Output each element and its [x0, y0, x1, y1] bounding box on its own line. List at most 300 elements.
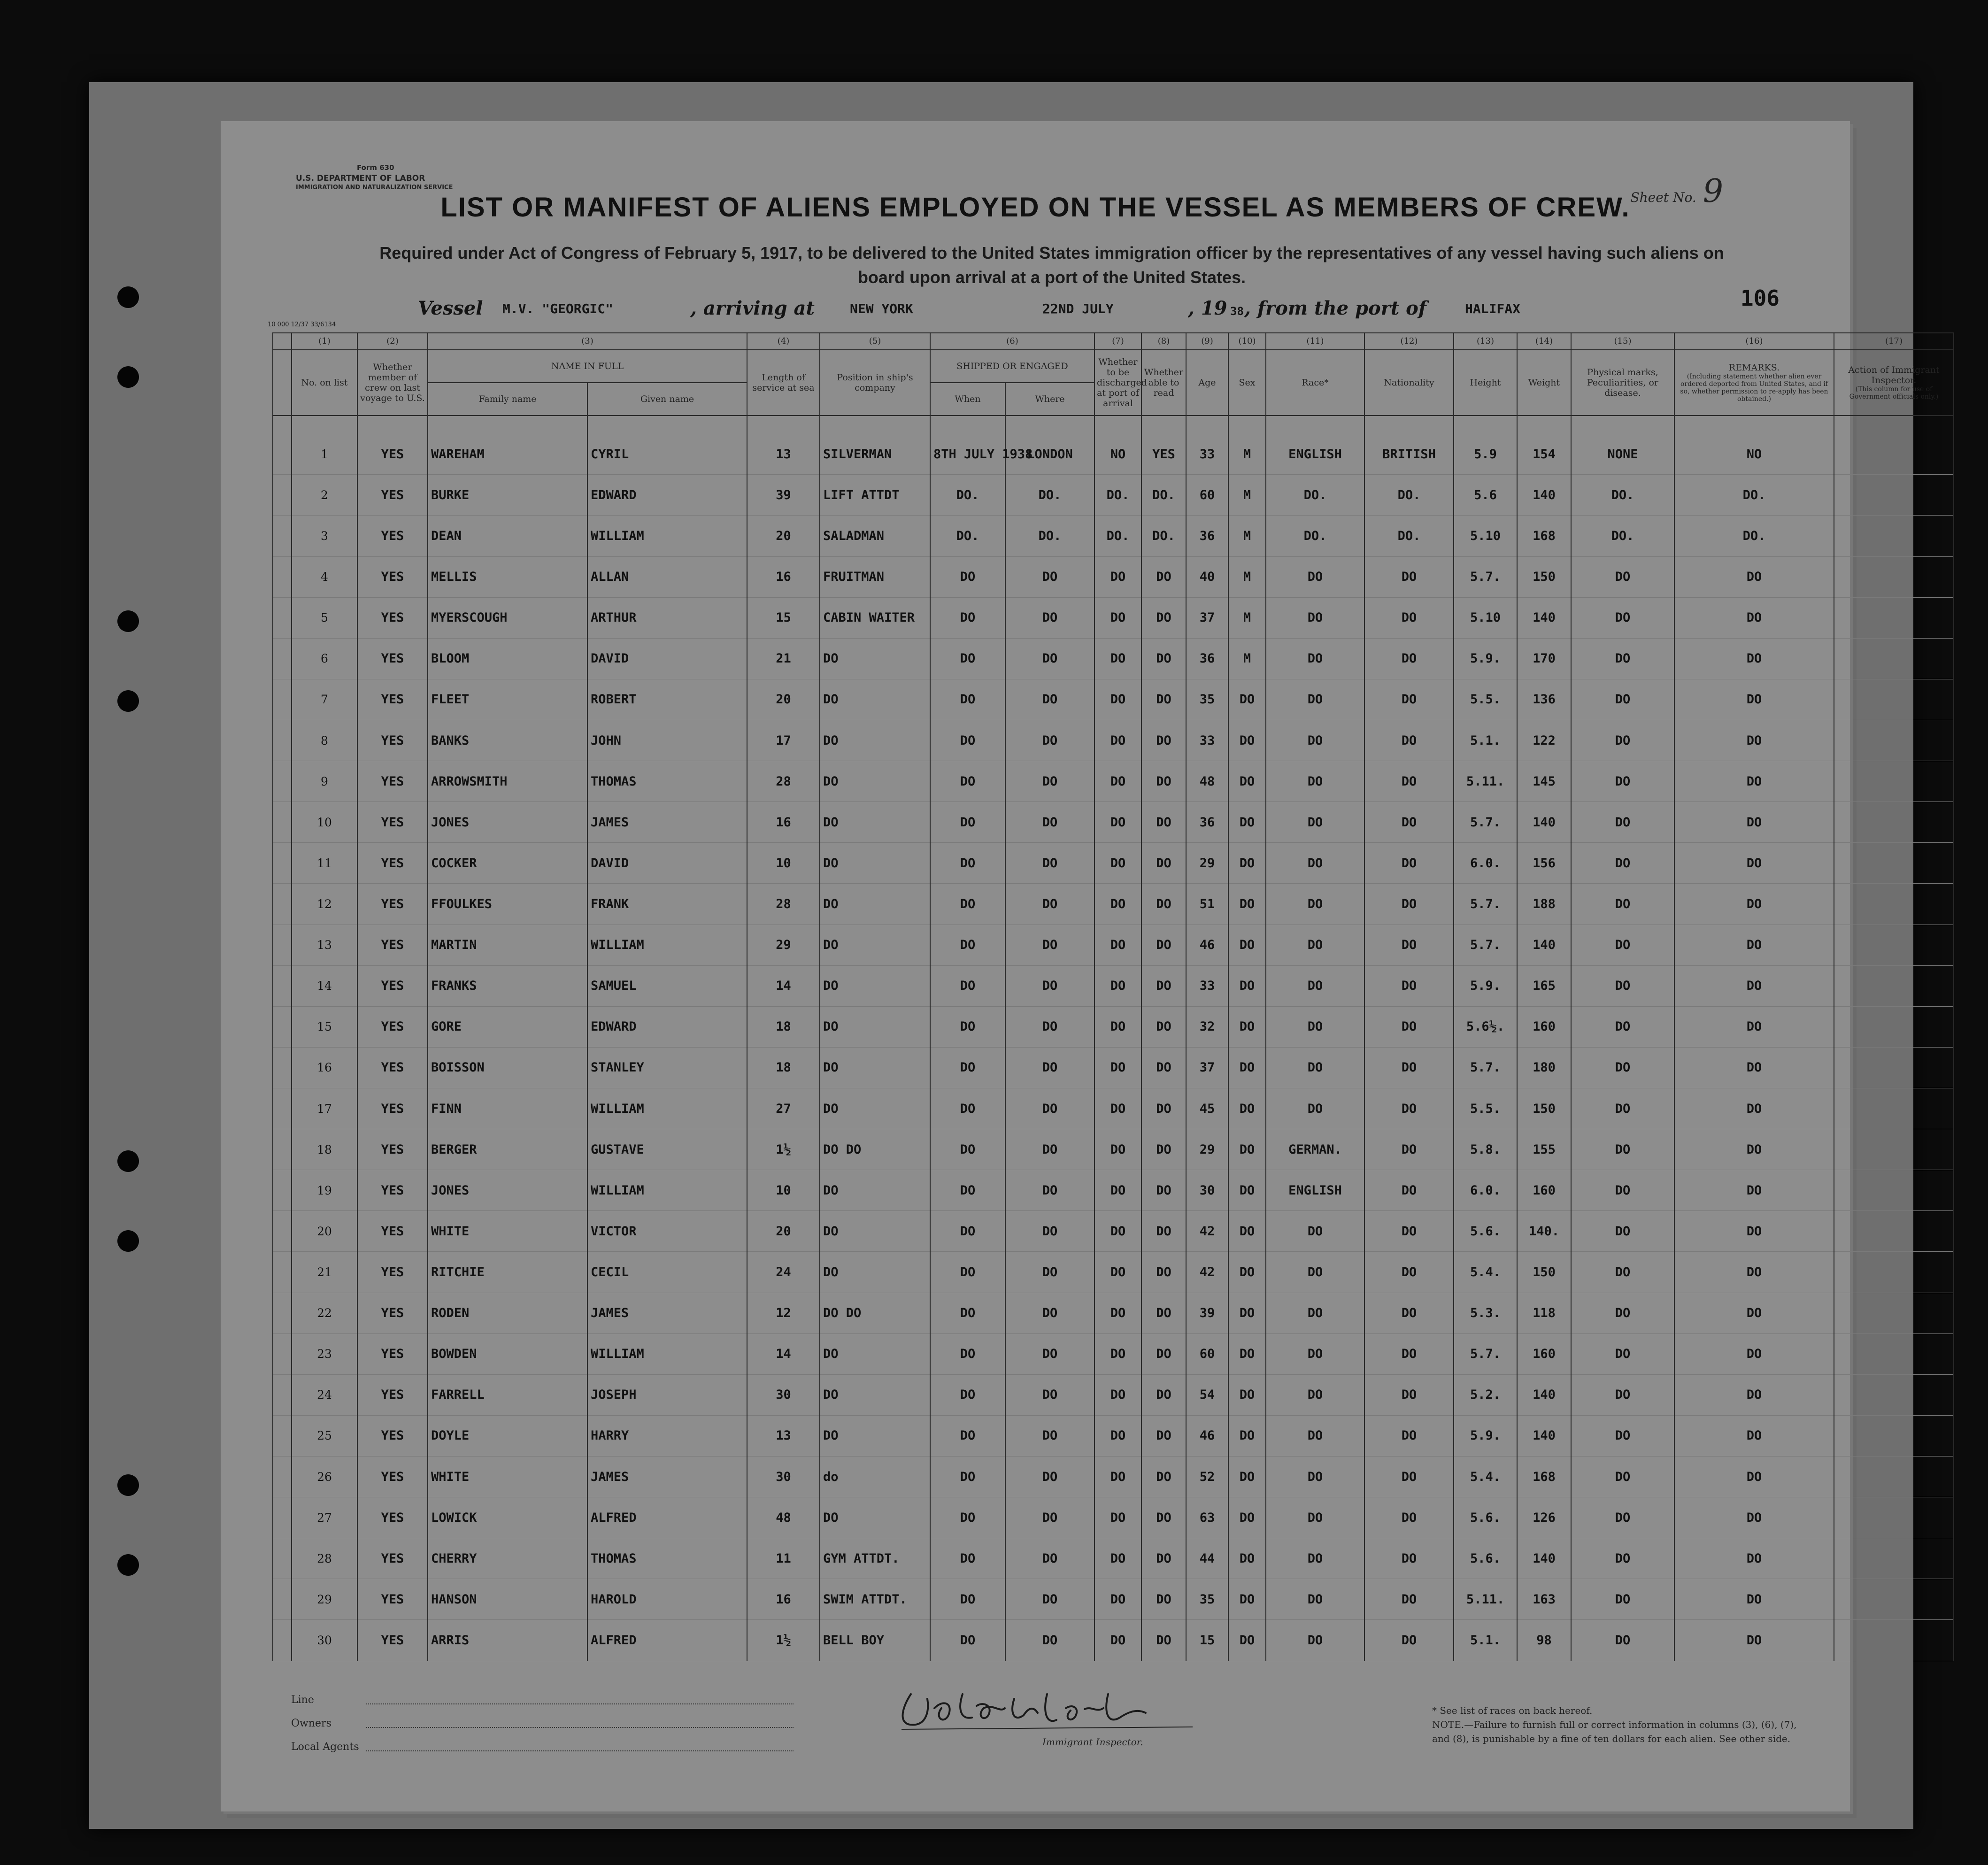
- row-number: 12: [292, 884, 357, 925]
- crew-row: [273, 1293, 1954, 1333]
- arrival-port: NEW YORK: [850, 301, 913, 316]
- position-cell: DO: [820, 1374, 930, 1415]
- weight-cell: 140: [1517, 475, 1571, 516]
- inspector-action-cell: [1834, 516, 1954, 556]
- shipped-when-cell: DO: [930, 1497, 1005, 1538]
- shipped-where-cell: DO.: [1005, 475, 1094, 516]
- spacer-cell: [930, 416, 1005, 434]
- height-cell: 5.9: [1454, 434, 1517, 475]
- form-number: Form 630: [357, 163, 394, 172]
- remarks-cell: DO: [1674, 1457, 1834, 1497]
- nationality-cell: DO: [1364, 1211, 1454, 1252]
- shipped-when-cell: DO: [930, 1252, 1005, 1293]
- nationality-cell: DO: [1364, 925, 1454, 965]
- given-name-cell: DAVID: [587, 638, 747, 679]
- weight-cell: 145: [1517, 761, 1571, 802]
- shipped-where-cell: DO: [1005, 925, 1094, 965]
- binder-hole: [117, 690, 139, 712]
- remarks-cell: DO: [1674, 597, 1834, 638]
- remarks-cell: DO: [1674, 1088, 1834, 1129]
- able-to-read-cell: DO: [1141, 1211, 1186, 1252]
- header-position: Position in ship's company: [820, 350, 930, 416]
- physical-marks-cell: DO: [1571, 597, 1674, 638]
- able-to-read-cell: DO: [1141, 1170, 1186, 1211]
- inspector-action-cell: [1834, 720, 1954, 761]
- shipped-where-cell: DO: [1005, 761, 1094, 802]
- physical-marks-cell: DO: [1571, 1497, 1674, 1538]
- from-port: HALIFAX: [1465, 301, 1521, 316]
- physical-marks-cell: DO: [1571, 1088, 1674, 1129]
- discharge-cell: DO: [1094, 1538, 1141, 1579]
- family-name-cell: ARROWSMITH: [428, 761, 587, 802]
- race-cell: DO: [1266, 843, 1364, 884]
- physical-marks-cell: DO: [1571, 1538, 1674, 1579]
- binder-hole: [117, 610, 139, 632]
- position-cell: CABIN WAITER: [820, 597, 930, 638]
- sex-cell: DO: [1228, 1374, 1266, 1415]
- col-number: (2): [357, 333, 428, 350]
- nationality-cell: DO: [1364, 1088, 1454, 1129]
- position-cell: GYM ATTDT.: [820, 1538, 930, 1579]
- age-cell: 39: [1186, 1293, 1228, 1333]
- position-cell: DO: [820, 925, 930, 965]
- able-to-read-cell: DO: [1141, 1252, 1186, 1293]
- height-cell: 5.10: [1454, 597, 1517, 638]
- discharge-cell: DO: [1094, 843, 1141, 884]
- given-name-cell: JOSEPH: [587, 1374, 747, 1415]
- line-label: Line: [291, 1694, 314, 1706]
- given-name-cell: THOMAS: [587, 761, 747, 802]
- race-cell: DO: [1266, 597, 1364, 638]
- sex-cell: M: [1228, 475, 1266, 516]
- able-to-read-cell: DO.: [1141, 475, 1186, 516]
- nationality-cell: DO: [1364, 1457, 1454, 1497]
- shipped-when-cell: 8TH JULY 1938: [930, 434, 1005, 475]
- given-name-cell: JAMES: [587, 802, 747, 843]
- able-to-read-cell: DO: [1141, 1497, 1186, 1538]
- crew-row: [273, 679, 1954, 720]
- spacer-cell: [820, 416, 930, 434]
- given-name-cell: VICTOR: [587, 1211, 747, 1252]
- weight-cell: 168: [1517, 1457, 1571, 1497]
- weight-cell: 150: [1517, 556, 1571, 597]
- crew-row: [273, 1374, 1954, 1415]
- family-name-cell: BANKS: [428, 720, 587, 761]
- discharge-cell: DO: [1094, 884, 1141, 925]
- height-cell: 5.6.: [1454, 1538, 1517, 1579]
- age-cell: 45: [1186, 1088, 1228, 1129]
- header-crew-last-voyage: Whether member of crew on last voyage to U.S.: [357, 350, 428, 416]
- family-name-cell: FFOULKES: [428, 884, 587, 925]
- inspector-action-cell: [1834, 1538, 1954, 1579]
- weight-cell: 140: [1517, 1415, 1571, 1456]
- spacer-cell: [292, 416, 357, 434]
- given-name-cell: JAMES: [587, 1457, 747, 1497]
- row-number: 24: [292, 1374, 357, 1415]
- service-length-cell: 29: [747, 925, 820, 965]
- binder-hole: [117, 286, 139, 308]
- able-to-read-cell: DO: [1141, 1333, 1186, 1374]
- discharge-cell: DO.: [1094, 475, 1141, 516]
- age-cell: 60: [1186, 1333, 1228, 1374]
- shipped-when-cell: DO: [930, 720, 1005, 761]
- position-cell: do: [820, 1457, 930, 1497]
- manifest-title: LIST OR MANIFEST OF ALIENS EMPLOYED ON THE VESSEL AS MEMBERS OF CREW.: [440, 192, 1630, 223]
- remarks-cell: DO: [1674, 1579, 1834, 1620]
- position-cell: DO: [820, 1006, 930, 1047]
- physical-marks-cell: DO: [1571, 720, 1674, 761]
- service-length-cell: 16: [747, 556, 820, 597]
- remarks-cell: DO: [1674, 1006, 1834, 1047]
- crew-row: [273, 516, 1954, 556]
- crew-last-voyage-cell: YES: [357, 1129, 428, 1170]
- col-number: (3): [428, 333, 747, 350]
- header-shipped-or-engaged: SHIPPED OR ENGAGED: [930, 350, 1094, 383]
- age-cell: 36: [1186, 516, 1228, 556]
- inspector-action-cell: [1834, 1170, 1954, 1211]
- crew-last-voyage-cell: YES: [357, 1047, 428, 1088]
- col-number: (13): [1454, 333, 1517, 350]
- position-cell: DO: [820, 1088, 930, 1129]
- manifest-number: 106: [1740, 285, 1780, 311]
- shipped-where-cell: DO: [1005, 1006, 1094, 1047]
- header-weight: Weight: [1517, 350, 1571, 416]
- position-cell: DO: [820, 638, 930, 679]
- col-number: (14): [1517, 333, 1571, 350]
- shipped-when-cell: DO: [930, 1415, 1005, 1456]
- discharge-cell: DO: [1094, 925, 1141, 965]
- physical-marks-cell: DO: [1571, 1211, 1674, 1252]
- race-cell: DO: [1266, 1538, 1364, 1579]
- able-to-read-cell: DO: [1141, 720, 1186, 761]
- physical-marks-cell: DO: [1571, 556, 1674, 597]
- sheet-value: 9: [1703, 173, 1723, 210]
- row-number: 27: [292, 1497, 357, 1538]
- sex-cell: DO: [1228, 802, 1266, 843]
- shipped-where-cell: DO: [1005, 1620, 1094, 1661]
- shipped-when-cell: DO: [930, 1620, 1005, 1661]
- shipped-where-cell: LONDON: [1005, 434, 1094, 475]
- row-number: 29: [292, 1579, 357, 1620]
- sex-cell: DO: [1228, 761, 1266, 802]
- age-cell: 36: [1186, 802, 1228, 843]
- vessel-label: Vessel: [418, 297, 483, 319]
- position-cell: DO: [820, 1333, 930, 1374]
- physical-marks-cell: NONE: [1571, 434, 1674, 475]
- given-name-cell: WILLIAM: [587, 1088, 747, 1129]
- given-name-cell: HAROLD: [587, 1579, 747, 1620]
- header-nationality: Nationality: [1364, 350, 1454, 416]
- crew-row: [273, 884, 1954, 925]
- age-cell: 33: [1186, 965, 1228, 1006]
- shipped-where-cell: DO: [1005, 1579, 1094, 1620]
- physical-marks-cell: DO: [1571, 1170, 1674, 1211]
- service-length-cell: 30: [747, 1457, 820, 1497]
- spacer-cell: [1571, 416, 1674, 434]
- row-number: 16: [292, 1047, 357, 1088]
- family-name-cell: BURKE: [428, 475, 587, 516]
- manifest-subtitle: Required under Act of Congress of February 5, 1917, to be delivered to the United States immigration officer by the representatives of any vessel having such aliens on board upon arrival at a port of the United States.: [379, 243, 1724, 287]
- physical-marks-cell: DO: [1571, 638, 1674, 679]
- shipped-when-cell: DO: [930, 597, 1005, 638]
- crew-row: [273, 475, 1954, 516]
- col-number: (1): [292, 333, 357, 350]
- able-to-read-cell: DO: [1141, 843, 1186, 884]
- shipped-when-cell: DO: [930, 1538, 1005, 1579]
- family-name-cell: DOYLE: [428, 1415, 587, 1456]
- header-where: Where: [1005, 383, 1094, 416]
- discharge-cell: DO: [1094, 597, 1141, 638]
- crew-last-voyage-cell: YES: [357, 516, 428, 556]
- footer-notes: [1432, 1703, 1817, 1746]
- crew-row: [273, 1333, 1954, 1374]
- nationality-cell: DO: [1364, 638, 1454, 679]
- col-spacer: [273, 333, 292, 350]
- shipped-when-cell: DO: [930, 1129, 1005, 1170]
- given-name-cell: ARTHUR: [587, 597, 747, 638]
- sex-cell: DO: [1228, 1620, 1266, 1661]
- print-code: 10 000 12/37 33/6134: [268, 321, 336, 328]
- nationality-cell: DO: [1364, 802, 1454, 843]
- nationality-cell: DO: [1364, 965, 1454, 1006]
- able-to-read-cell: YES: [1141, 434, 1186, 475]
- margin-cell: [273, 761, 292, 802]
- shipped-where-cell: DO: [1005, 1415, 1094, 1456]
- from-label: , from the port of: [1244, 297, 1427, 319]
- row-number: 7: [292, 679, 357, 720]
- service-length-cell: 13: [747, 1415, 820, 1456]
- remarks-cell: DO: [1674, 761, 1834, 802]
- sex-cell: DO: [1228, 1333, 1266, 1374]
- inspector-action-cell: [1834, 1333, 1954, 1374]
- row-number: 17: [292, 1088, 357, 1129]
- sex-cell: DO: [1228, 1538, 1266, 1579]
- spacer-row: [273, 416, 1954, 434]
- race-cell: ENGLISH: [1266, 434, 1364, 475]
- crew-last-voyage-cell: YES: [357, 1006, 428, 1047]
- race-cell: DO: [1266, 1047, 1364, 1088]
- service-length-cell: 17: [747, 720, 820, 761]
- crew-row: [273, 1497, 1954, 1538]
- position-cell: DO: [820, 679, 930, 720]
- weight-cell: 160: [1517, 1333, 1571, 1374]
- spacer-cell: [1141, 416, 1186, 434]
- inspector-action-cell: [1834, 1415, 1954, 1456]
- given-name-cell: SAMUEL: [587, 965, 747, 1006]
- remarks-cell: DO: [1674, 802, 1834, 843]
- service-length-cell: 1½: [747, 1620, 820, 1661]
- col-number: (17): [1834, 333, 1954, 350]
- margin-cell: [273, 843, 292, 884]
- height-cell: 5.5.: [1454, 1088, 1517, 1129]
- weight-cell: 140: [1517, 1538, 1571, 1579]
- age-cell: 15: [1186, 1620, 1228, 1661]
- service-length-cell: 28: [747, 884, 820, 925]
- inspector-action-cell: [1834, 965, 1954, 1006]
- race-cell: DO: [1266, 802, 1364, 843]
- row-number: 19: [292, 1170, 357, 1211]
- shipped-where-cell: DO: [1005, 843, 1094, 884]
- year-label: , 19: [1188, 297, 1227, 319]
- family-name-cell: WHITE: [428, 1211, 587, 1252]
- margin-cell: [273, 1047, 292, 1088]
- margin-cell: [273, 1129, 292, 1170]
- remarks-cell: DO: [1674, 1333, 1834, 1374]
- sex-cell: M: [1228, 434, 1266, 475]
- position-cell: BELL BOY: [820, 1620, 930, 1661]
- family-name-cell: FARRELL: [428, 1374, 587, 1415]
- race-cell: DO.: [1266, 475, 1364, 516]
- race-cell: DO: [1266, 1457, 1364, 1497]
- age-cell: 30: [1186, 1170, 1228, 1211]
- age-cell: 60: [1186, 475, 1228, 516]
- agents-field: [366, 1750, 794, 1751]
- row-number: 10: [292, 802, 357, 843]
- given-name-cell: STANLEY: [587, 1047, 747, 1088]
- service-length-cell: 14: [747, 1333, 820, 1374]
- margin-cell: [273, 1579, 292, 1620]
- crew-last-voyage-cell: YES: [357, 638, 428, 679]
- crew-row: [273, 1620, 1954, 1661]
- discharge-cell: DO: [1094, 1047, 1141, 1088]
- remarks-cell: DO: [1674, 1620, 1834, 1661]
- given-name-cell: EDWARD: [587, 475, 747, 516]
- margin-cell: [273, 1415, 292, 1456]
- height-cell: 6.0.: [1454, 1170, 1517, 1211]
- shipped-when-cell: DO: [930, 1170, 1005, 1211]
- crew-last-voyage-cell: YES: [357, 1538, 428, 1579]
- height-cell: 5.7.: [1454, 802, 1517, 843]
- nationality-cell: DO: [1364, 884, 1454, 925]
- position-cell: DO: [820, 761, 930, 802]
- able-to-read-cell: DO: [1141, 1088, 1186, 1129]
- physical-marks-cell: DO: [1571, 1047, 1674, 1088]
- weight-cell: 140: [1517, 1374, 1571, 1415]
- family-name-cell: ARRIS: [428, 1620, 587, 1661]
- physical-marks-cell: DO: [1571, 1374, 1674, 1415]
- crew-last-voyage-cell: YES: [357, 1497, 428, 1538]
- crew-last-voyage-cell: YES: [357, 761, 428, 802]
- header-given-name: Given name: [587, 383, 747, 416]
- able-to-read-cell: DO: [1141, 679, 1186, 720]
- voyage-line: [221, 297, 1850, 325]
- physical-marks-cell: DO: [1571, 679, 1674, 720]
- position-cell: DO: [820, 720, 930, 761]
- shipped-where-cell: DO: [1005, 1538, 1094, 1579]
- inspector-action-cell: [1834, 1006, 1954, 1047]
- remarks-cell: DO: [1674, 1252, 1834, 1293]
- arriving-label: , arriving at: [690, 297, 815, 319]
- age-cell: 37: [1186, 597, 1228, 638]
- owners-label: Owners: [291, 1718, 331, 1729]
- sex-cell: DO: [1228, 1457, 1266, 1497]
- weight-cell: 170: [1517, 638, 1571, 679]
- row-number: 28: [292, 1538, 357, 1579]
- crew-row: [273, 1170, 1954, 1211]
- remarks-cell: DO: [1674, 679, 1834, 720]
- height-cell: 5.6½.: [1454, 1006, 1517, 1047]
- header-height: Height: [1454, 350, 1517, 416]
- shipped-where-cell: DO: [1005, 965, 1094, 1006]
- row-number: 30: [292, 1620, 357, 1661]
- shipped-when-cell: DO: [930, 1006, 1005, 1047]
- crew-last-voyage-cell: YES: [357, 1333, 428, 1374]
- nationality-cell: DO.: [1364, 475, 1454, 516]
- weight-cell: 165: [1517, 965, 1571, 1006]
- age-cell: 46: [1186, 1415, 1228, 1456]
- nationality-cell: DO: [1364, 1579, 1454, 1620]
- sex-cell: M: [1228, 516, 1266, 556]
- spacer-cell: [1228, 416, 1266, 434]
- position-cell: DO: [820, 843, 930, 884]
- inspector-action-cell: [1834, 884, 1954, 925]
- position-cell: LIFT ATTDT: [820, 475, 930, 516]
- family-name-cell: RITCHIE: [428, 1252, 587, 1293]
- sex-cell: DO: [1228, 884, 1266, 925]
- height-cell: 5.11.: [1454, 1579, 1517, 1620]
- sex-cell: M: [1228, 638, 1266, 679]
- age-cell: 37: [1186, 1047, 1228, 1088]
- family-name-cell: RODEN: [428, 1293, 587, 1333]
- given-name-cell: DAVID: [587, 843, 747, 884]
- family-name-cell: MELLIS: [428, 556, 587, 597]
- shipped-where-cell: DO: [1005, 597, 1094, 638]
- given-name-cell: ALFRED: [587, 1497, 747, 1538]
- family-name-cell: MARTIN: [428, 925, 587, 965]
- height-cell: 5.1.: [1454, 720, 1517, 761]
- weight-cell: 122: [1517, 720, 1571, 761]
- shipped-where-cell: DO: [1005, 679, 1094, 720]
- able-to-read-cell: DO: [1141, 925, 1186, 965]
- shipped-when-cell: DO: [930, 925, 1005, 965]
- weight-cell: 150: [1517, 1252, 1571, 1293]
- header-name-in-full: NAME IN FULL: [428, 350, 747, 383]
- shipped-where-cell: DO: [1005, 556, 1094, 597]
- crew-last-voyage-cell: YES: [357, 1211, 428, 1252]
- weight-cell: 188: [1517, 884, 1571, 925]
- remarks-cell: DO: [1674, 556, 1834, 597]
- physical-marks-cell: DO: [1571, 965, 1674, 1006]
- shipped-when-cell: DO: [930, 1293, 1005, 1333]
- shipped-where-cell: DO: [1005, 1129, 1094, 1170]
- binder-hole: [117, 1230, 139, 1252]
- nationality-cell: DO: [1364, 1374, 1454, 1415]
- physical-marks-cell: DO.: [1571, 475, 1674, 516]
- race-cell: DO: [1266, 1293, 1364, 1333]
- service-length-cell: 48: [747, 1497, 820, 1538]
- col-number: (6): [930, 333, 1094, 350]
- position-cell: SALADMAN: [820, 516, 930, 556]
- shipped-where-cell: DO: [1005, 1047, 1094, 1088]
- inspector-action-cell: [1834, 556, 1954, 597]
- position-cell: DO: [820, 1497, 930, 1538]
- crew-row: [273, 843, 1954, 884]
- spacer-cell: [357, 416, 428, 434]
- discharge-cell: DO: [1094, 1415, 1141, 1456]
- margin-cell: [273, 720, 292, 761]
- margin-cell: [273, 1252, 292, 1293]
- shipped-when-cell: DO.: [930, 475, 1005, 516]
- height-cell: 5.8.: [1454, 1129, 1517, 1170]
- shipped-where-cell: DO: [1005, 1497, 1094, 1538]
- age-cell: 35: [1186, 679, 1228, 720]
- able-to-read-cell: DO: [1141, 1047, 1186, 1088]
- margin-cell: [273, 679, 292, 720]
- margin-cell: [273, 1457, 292, 1497]
- spacer-cell: [428, 416, 587, 434]
- position-cell: DO: [820, 1252, 930, 1293]
- able-to-read-cell: DO.: [1141, 516, 1186, 556]
